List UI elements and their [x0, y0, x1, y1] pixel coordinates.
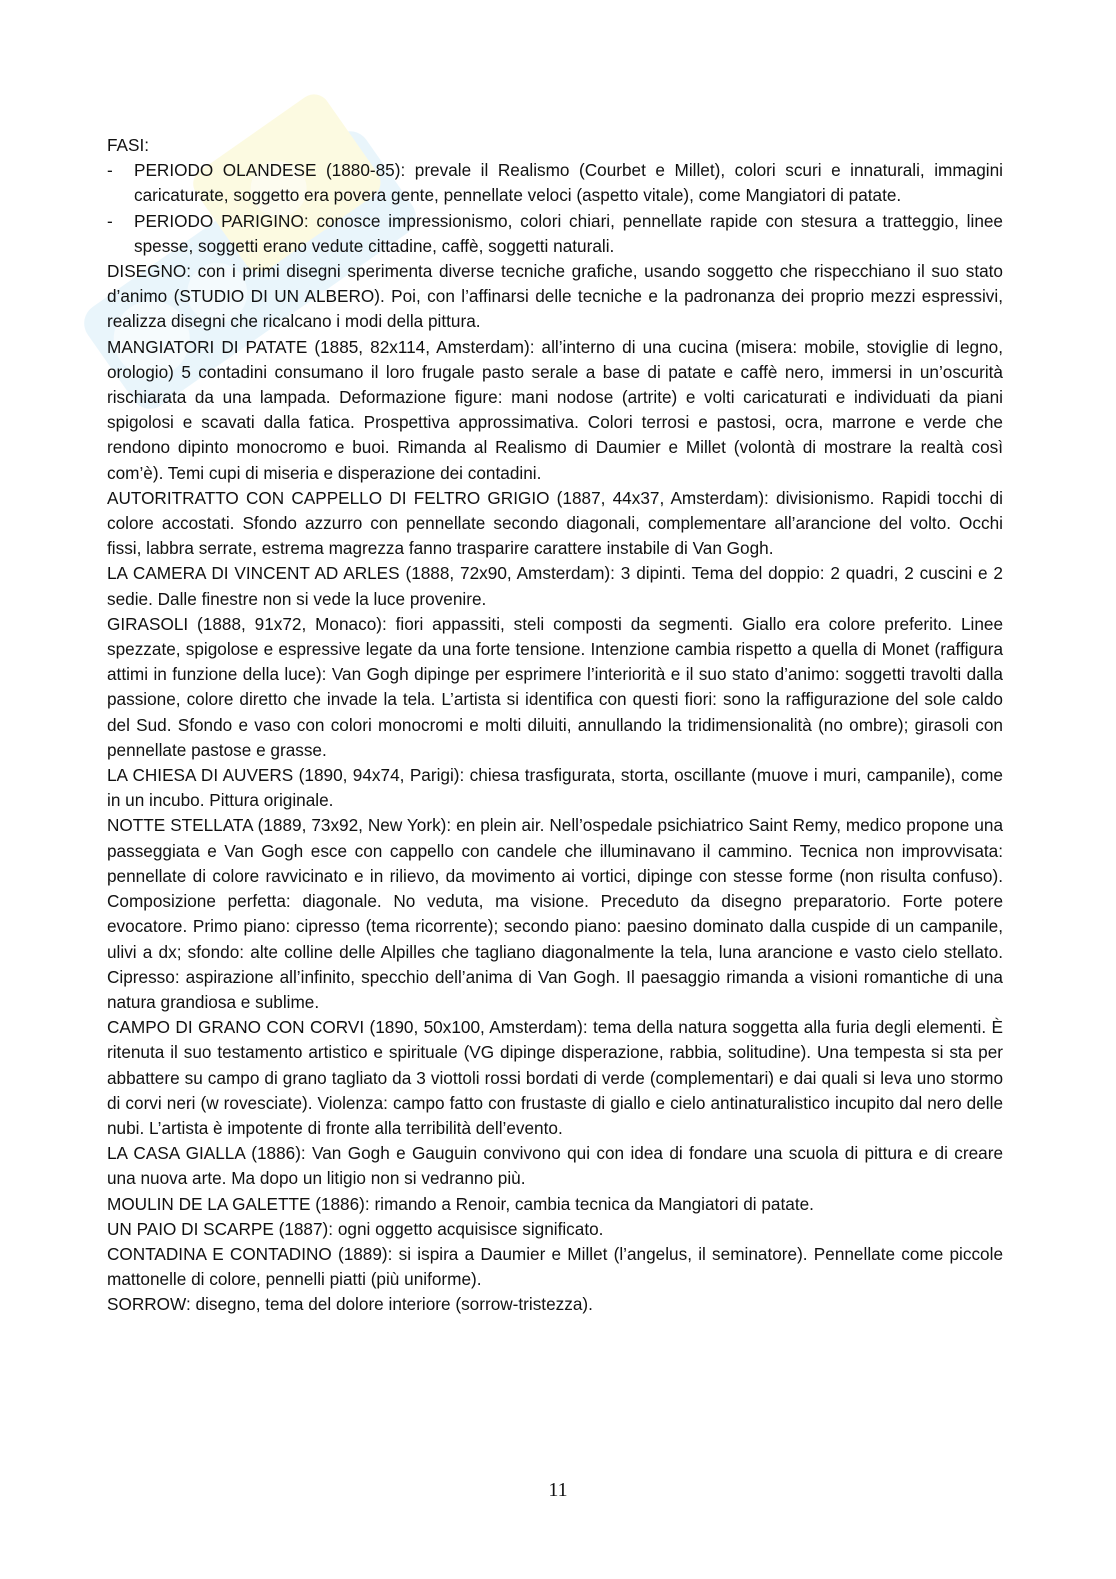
paragraph-moulin-de-la-galette: MOULIN DE LA GALETTE (1886): rimando a Renoir, cambia tecnica da Mangiatori di patate.	[107, 1193, 814, 1214]
list-item-text: PERIODO OLANDESE (1880-85): prevale il Realismo (Courbet e Millet), colori scuri e innaturali, immagini caricaturate, soggetto era povera gente, pennellate veloci (aspetto vitale), come Mangiatori di patate.	[134, 160, 1003, 206]
heading-fasi: FASI:	[107, 135, 150, 155]
paragraph-disegno: DISEGNO: con i primi disegni sperimenta diverse tecniche grafiche, usando soggetto che rispecchiano il suo stato d’animo (STUDIO DI UN ALBERO). Poi, con l’affinarsi delle tecniche e la padronanza dei proprio mezzi espressivi, realizza disegni che ricalcano i modi della pittura.	[107, 261, 1003, 332]
list-dash: -	[107, 160, 113, 181]
document-body	[107, 133, 1003, 1318]
paragraph-sorrow: SORROW: disegno, tema del dolore interiore (sorrow-tristezza).	[107, 1294, 593, 1315]
paragraph-autoritratto: AUTORITRATTO CON CAPPELLO DI FELTRO GRIGIO (1887, 44x37, Amsterdam): divisionismo. Rapidi tocchi di colore accostati. Sfondo azzurro con pennellate secondo diagonali, complementare all’arancione del volto. Occhi fissi, labbra serrate, estrema magrezza fanno trasparire carattere instabile di Van Gogh.	[107, 487, 1003, 559]
list-item-text: PERIODO PARIGINO: conosce impressionismo, colori chiari, pennellate rapide con stesura a tratteggio, linee spesse, soggetti erano vedute cittadine, caffè, soggetti naturali.	[134, 210, 1003, 256]
paragraph-girasoli: GIRASOLI (1888, 91x72, Monaco): fiori appassiti, steli composti da segmenti. Giallo era colore preferito. Linee spezzate, spigolose e espressive legate da una forte tensione. Intenzione cambia rispetto a quella di Monet (raffigura attimi in funzione della luce): Van Gogh dipinge per esprimere l’interiorità e il suo stato d’animo: soggetti travolti dalla passione, colore diretto che invade la tela. L’artista si identifica con questi fiori: sono la raffigurazione del sole caldo del Sud. Sfondo e vaso con colori monocromi e molti diluiti, annullando la tridimensionalità (no ombre); girasoli con pennellate pastose e grasse.	[107, 613, 1003, 760]
paragraph-mangiatori-di-patate: MANGIATORI DI PATATE (1885, 82x114, Amsterdam): all’interno di una cucina (misera: mobile, stoviglie di legno, orologio) 5 contadini consumano il loro frugale pasto serale a base di patate e caffè nero, immersi in un’oscurità rischiarata da una lampada. Deformazione figure: mani nodose (artrite) e volti caricaturati e individuati da piani spigolosi e scavati dalla fatica. Prospettiva approssimativa. Colori terrosi e pastosi, ocra, marrone e verde che rendono dipinto monocromo e buoi. Rimanda al Realismo di Daumier e Millet (volontà di mostrare la realtà così com’è). Temi cupi di miseria e disperazione dei contadini.	[107, 336, 1003, 483]
list-item	[107, 209, 1003, 259]
paragraph-campo-di-grano: CAMPO DI GRANO CON CORVI (1890, 50x100, Amsterdam): tema della natura soggetta alla furia degli elementi. È ritenuta il suo testamento artistico e spirituale (VG dipinge disperazione, rabbia, solitudine). Una tempesta si sta per abbattere su campo di grano tagliato da 3 viottoli rossi bordati di verde (complementari) e dai quali si leva uno stormo di corvi neri (w rovesciate). Violenza: campo fatto con frustaste di giallo e cielo antinaturalistico incupito dal nero delle nubi. L’artista è impotente di fronte alla terribilità dell’evento.	[107, 1017, 1003, 1138]
paragraph-contadina-e-contadino: CONTADINA E CONTADINO (1889): si ispira a Daumier e Millet (l’angelus, il seminatore). Pennellate come piccole mattonelle di colore, pennelli piatti (più uniforme).	[107, 1243, 1003, 1290]
paragraph-camera-ad-arles: LA CAMERA DI VINCENT AD ARLES (1888, 72x90, Amsterdam): 3 dipinti. Tema del doppio: 2 quadri, 2 cuscini e 2 sedie. Dalle finestre non si vede la luce provenire.	[107, 563, 1003, 609]
paragraph-casa-gialla: LA CASA GIALLA (1886): Van Gogh e Gauguin convivono qui con idea di fondare una scuola di pittura e di creare una nuova arte. Ma dopo un litigio non si vedranno più.	[107, 1143, 1003, 1189]
paragraph-notte-stellata: NOTTE STELLATA (1889, 73x92, New York): en plein air. Nell’ospedale psichiatrico Saint Remy, medico propone una passeggiata e Van Gogh esce con cappello con candele che illuminavano il cammino. Tecnica non improvvisata: pennellate di colore ravvicinato e in rilievo, da movimento ai vortici, dipinge con stesse forme (non risulta confuso). Composizione perfetta: diagonale. No veduta, ma visione. Preceduto da disegno preparatorio. Forte potere evocatore. Primo piano: cipresso (tema ricorrente); secondo piano: paesino dominato dalla cuspide di un campanile, ulivi a dx; sfondo: alte colline delle Alpilles che tagliano diagonalmente la tela, luna arancione e vasto cielo stellato. Cipresso: aspirazione all’infinito, specchio dell’anima di Van Gogh. Il paesaggio rimanda a visioni romantiche di una natura grandiosa e sublime.	[107, 815, 1003, 1012]
page-number: 11	[548, 1479, 568, 1501]
list-item	[107, 158, 1003, 208]
paragraph-paio-di-scarpe: UN PAIO DI SCARPE (1887): ogni oggetto acquisisce significato.	[107, 1218, 604, 1239]
list-dash: -	[107, 210, 113, 231]
paragraph-chiesa-di-auvers: LA CHIESA DI AUVERS (1890, 94x74, Parigi): chiesa trasfigurata, storta, oscillante (muove i muri, campanile), come in un incubo. Pittura originale.	[107, 765, 1003, 811]
